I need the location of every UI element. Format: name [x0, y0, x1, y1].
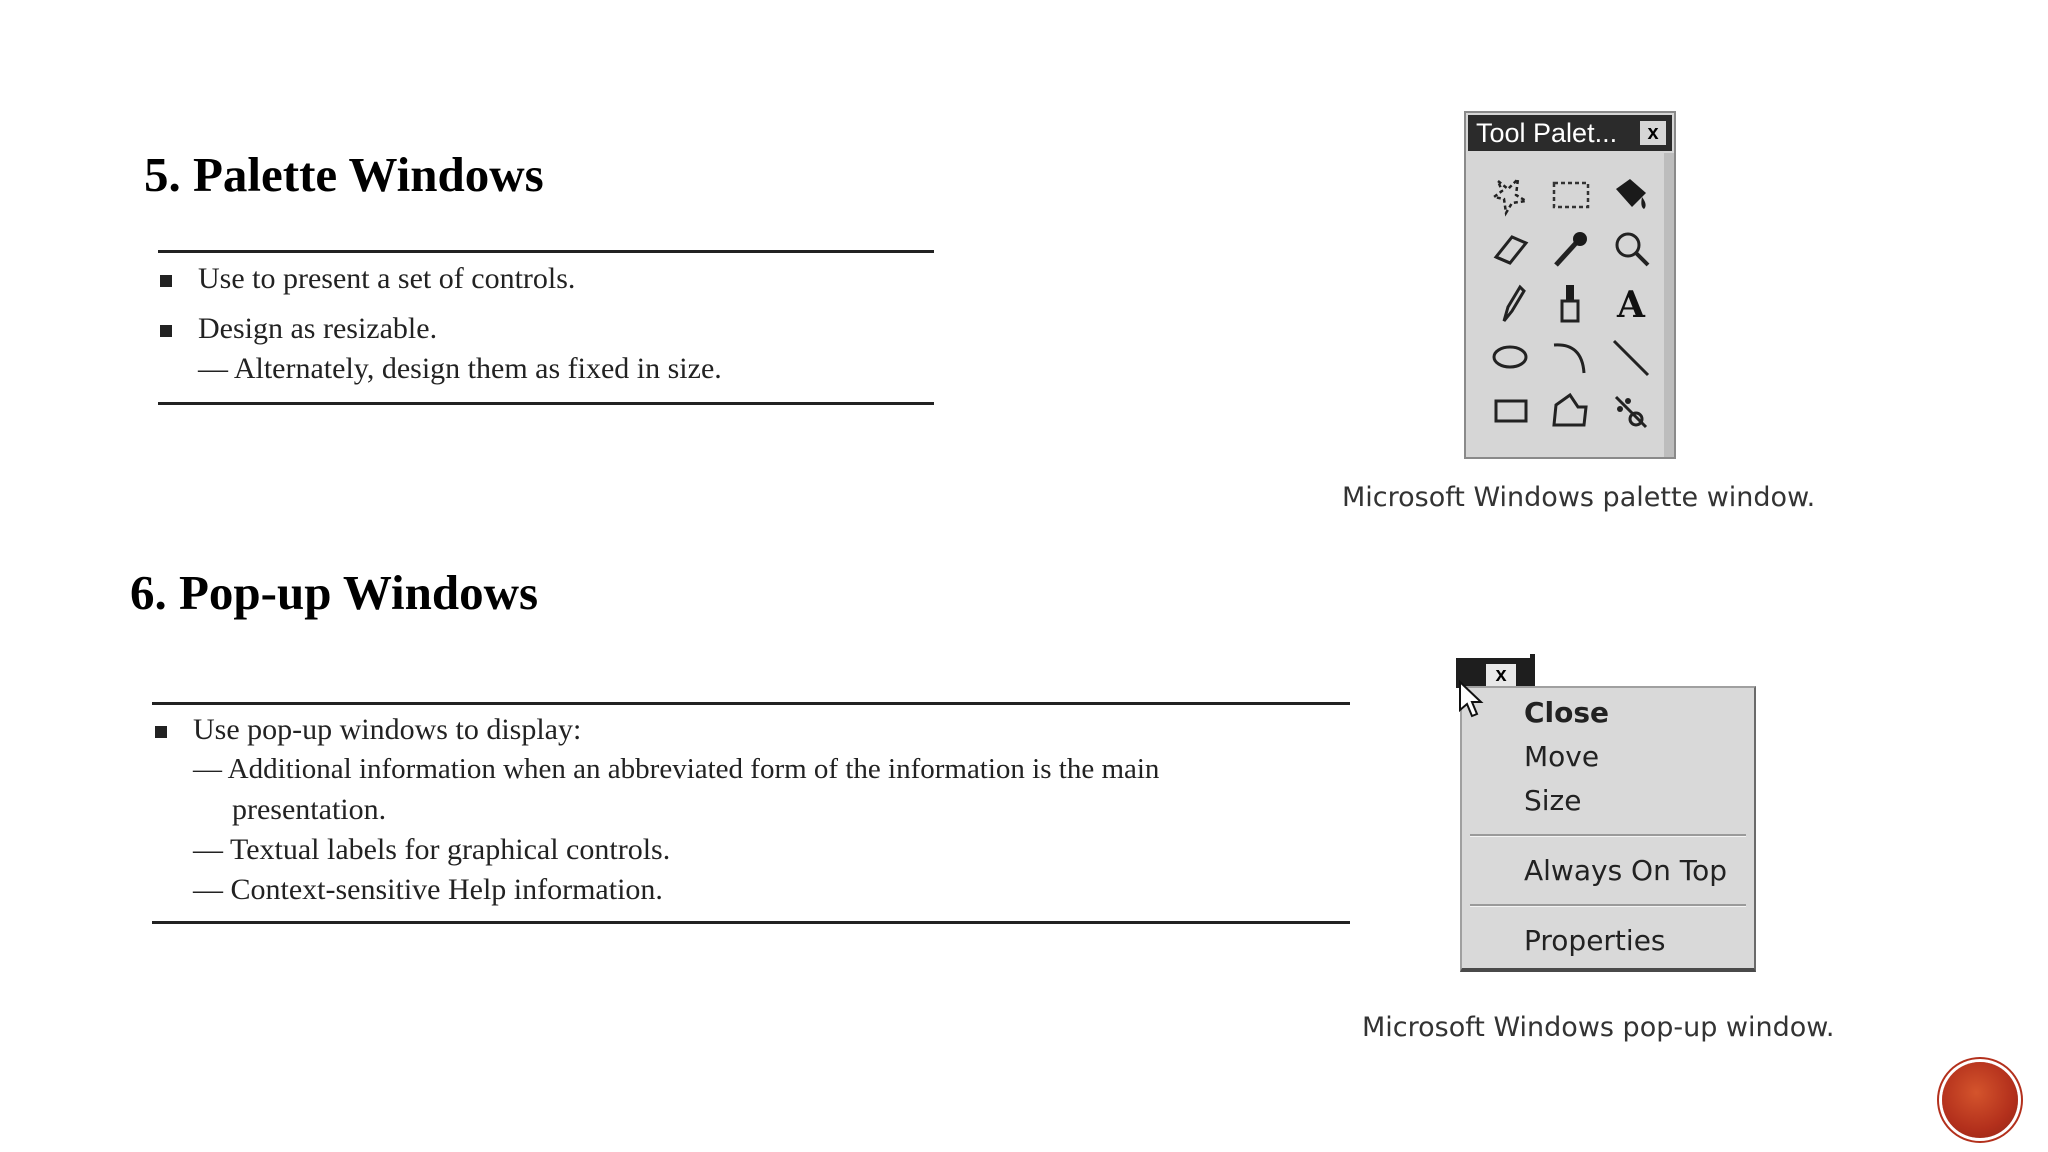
text-tool-label: A [1617, 284, 1645, 326]
magnifier-icon[interactable] [1606, 225, 1656, 273]
free-select-icon[interactable] [1486, 171, 1536, 219]
section-5-sub-bullet: — Alternately, design them as fixed in size. [198, 352, 722, 385]
menu-item-size[interactable]: Size [1524, 784, 1582, 817]
ellipse-icon[interactable] [1486, 333, 1536, 381]
tool-palette-window [1464, 111, 1676, 459]
section-6-sub-bullet-1-cont: presentation. [232, 793, 387, 826]
section-5-bullet-2: Design as resizable. [198, 312, 438, 345]
section-6-bullet: Use pop-up windows to display: [193, 713, 582, 746]
palette-caption: Microsoft Windows palette window. [1342, 482, 1816, 513]
bullet-icon [155, 726, 167, 738]
popup-title-bar-edge [1530, 654, 1535, 688]
palette-title-bar [1468, 115, 1672, 151]
section-5-heading: 5. Palette Windows [144, 147, 544, 202]
palette-scroll-edge [1664, 153, 1674, 457]
popup-context-menu [1460, 686, 1756, 972]
menu-separator [1470, 904, 1746, 907]
section-6-bottom-rule [152, 921, 1350, 924]
menu-item-properties[interactable]: Properties [1524, 924, 1666, 957]
slide-logo-icon [1942, 1062, 2018, 1138]
section-6-heading: 6. Pop-up Windows [130, 565, 539, 620]
brush-icon[interactable] [1546, 279, 1596, 327]
eraser-icon[interactable] [1486, 225, 1536, 273]
menu-item-always-on-top[interactable]: Always On Top [1524, 854, 1727, 887]
section-6-sub-bullet-3: — Context-sensitive Help information. [193, 873, 663, 906]
bullet-icon [160, 325, 172, 337]
rect-select-icon[interactable] [1546, 171, 1596, 219]
section-6-sub-bullet-1: — Additional information when an abbreviated form of the information is the main [193, 753, 1160, 785]
fill-bucket-icon[interactable] [1606, 171, 1656, 219]
text-icon[interactable] [1606, 279, 1656, 327]
section-6-top-rule [152, 702, 1350, 705]
section-5-bottom-rule [158, 402, 934, 405]
palette-title: Tool Palet... [1476, 118, 1618, 148]
eyedropper-icon[interactable] [1546, 225, 1596, 273]
menu-separator [1470, 834, 1746, 837]
popup-close-button[interactable]: x [1486, 664, 1516, 686]
palette-close-button[interactable]: x [1640, 121, 1666, 145]
section-5-top-rule [158, 250, 934, 253]
polygon-icon[interactable] [1546, 387, 1596, 435]
section-6-sub-bullet-2: — Textual labels for graphical controls. [193, 833, 671, 866]
section-5-bullet-1: Use to present a set of controls. [198, 262, 576, 295]
line-icon[interactable] [1606, 333, 1656, 381]
rectangle-icon[interactable] [1486, 387, 1536, 435]
pencil-icon[interactable] [1486, 279, 1536, 327]
mouse-cursor-icon [1456, 678, 1486, 722]
popup-caption: Microsoft Windows pop-up window. [1362, 1012, 1835, 1043]
menu-item-close[interactable]: Close [1524, 696, 1610, 729]
bullet-icon [160, 275, 172, 287]
curve-icon[interactable] [1546, 333, 1596, 381]
airbrush-icon[interactable] [1606, 387, 1656, 435]
menu-item-move[interactable]: Move [1524, 740, 1600, 773]
